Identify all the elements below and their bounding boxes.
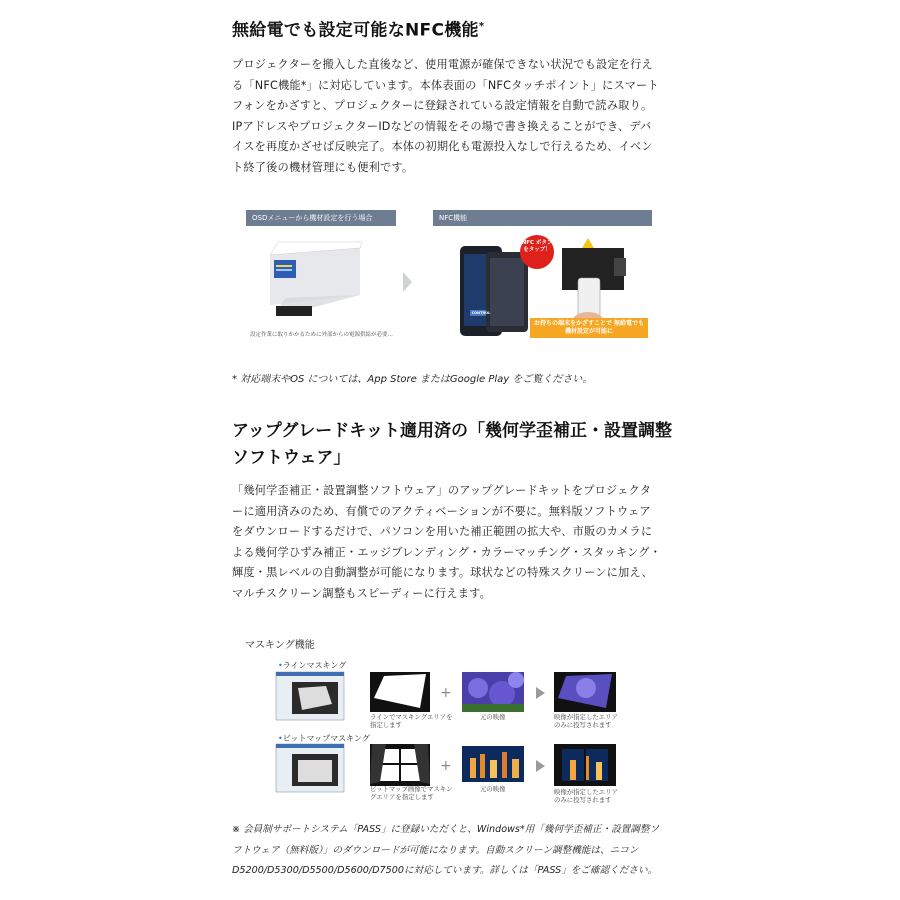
orange-caption-text: お持ちの端末をかざすことで 無給電でも機材設定が可能に (533, 320, 645, 335)
line-mask-caption: ラインでマスキングエリアを指定します (370, 713, 453, 729)
line-result-caption: 映像が指定したエリアのみに投写されます (554, 713, 618, 729)
nfc-header-bar: NFC機能 (433, 210, 652, 226)
masking-figure (240, 632, 640, 807)
bitmap-source-caption: 元の映像 (480, 785, 506, 793)
arrow-icon (536, 687, 545, 699)
bitmap-result-caption: 映像が指定したエリアのみに投写されます (554, 788, 618, 804)
bitmap-masking-label: •ビットマップマスキング (278, 734, 370, 743)
upgrade-description: 「幾何学歪補正・設置調整ソフトウェア」のアップグレードキットをプロジェクターに適用済みのため、有償でのアクティベーションが不要に。無料版ソフトウェアをダウンロードするだけで、パソコンを用いた補正範囲の拡大や、市販のカメラによる幾何学ひずみ補正・エッジブレンディング・カラーマッチング・スタッキング・輝度・黒レベルの自動調整が可能になります。球状などの特殊スクリーンに加え、マルチスクリーン調整もスピーディーに行えます。 (232, 484, 662, 600)
masking-figure-title: マスキング機能 (245, 640, 315, 651)
nfc-bubble-text: NFC ボタン をタップ！ (521, 240, 553, 253)
nfc-description: プロジェクターを搬入した直後など、使用電源が確保できない状況でも設定を行える「NFC機能*」に対応しています。本体表面の「NFCタッチポイント」にスマートフォンをかざすと、プロジェクターに登録されている設定情報を自動で読み取り。IPアドレスやプロジェクターIDなどの情報をその場で書き換えることができ、デバイスを再度かざせば反映完了。本体の初期化も電源投入なしで行えるため、イベント終了後の機材管理にも便利です。 (232, 58, 659, 174)
bitmap-mask-caption: ビットマップ画像でマスキングエリアを指定します (370, 785, 453, 801)
upgrade-section-title: アップグレードキット適用済の「幾何学歪補正・設置調整ソフトウェア」 (232, 421, 672, 468)
plus-icon: + (440, 758, 452, 774)
upgrade-footnote: ※ 会員制サポートシステム「PASS」に登録いただくと、Windows*用「幾何学歪補正・設置調整ソフトウェア（無料版）」のダウンロードが可能になります。自動スクリーン調整機能は、ニコンD5200/D5300/D5500/D5600/D7500に対応しています。詳しくは「PASS」をご確認ください。 (232, 824, 660, 876)
line-masking-label: •ラインマスキング (278, 661, 347, 670)
arrow-icon (536, 760, 545, 772)
nfc-comparison-figure (240, 210, 660, 345)
nfc-footnote: * 対応端末やOS については、App Store またはGoogle Play をご覧ください。 (232, 374, 593, 385)
osd-header-bar: OSDメニューから機材設定を行う場合 (246, 210, 396, 226)
osd-caption: 設定作業に取りかかるために外部からの電源供給が必要… (250, 332, 394, 338)
hand-phone (578, 278, 600, 318)
title-footnote-mark: * (478, 21, 485, 32)
bullet-icon: • (278, 734, 283, 743)
arrow-icon (403, 272, 412, 292)
nfc-section-title: 無給電でも設定可能なNFC機能* (232, 20, 485, 41)
line-source-caption: 元の映像 (480, 713, 506, 721)
bullet-icon: • (278, 661, 283, 670)
plus-icon: + (440, 685, 452, 701)
projector-icon (276, 306, 312, 316)
phone-control-button: CONTROL (471, 311, 491, 315)
